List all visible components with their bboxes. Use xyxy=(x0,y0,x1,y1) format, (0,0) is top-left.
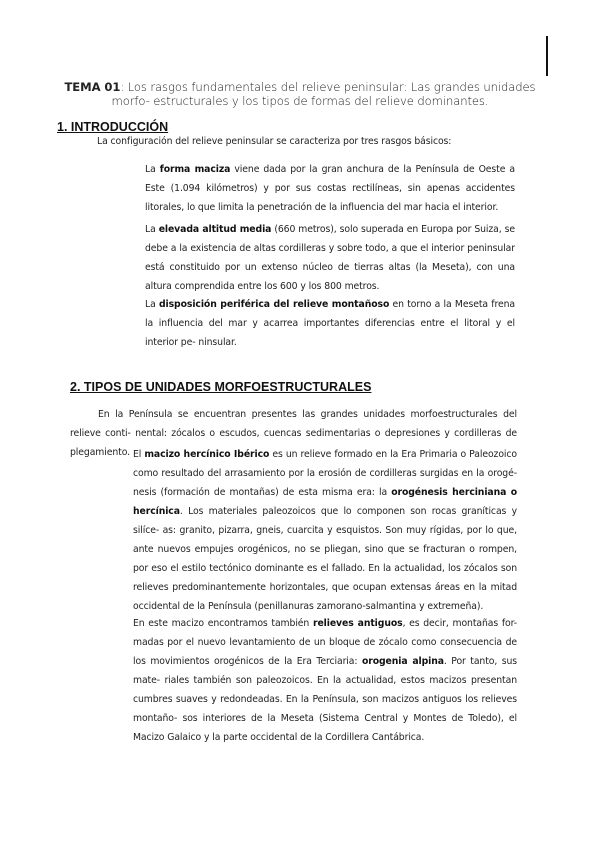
relieves-antiguos-paragraph: En este macizo encontramos también relieves antiguos, es decir, montañas for- madas por el nuevo levantamiento de un bloque de zócalo como consecuencia de los movimientos orogénicos de la Era Terciaria: orogenia alpina. Por tanto, sus mate- riales también son paleozoicos. En la actualidad, estos macizos presentan cumbres suaves y redondeadas. En la Península, son macizos antiguos los relieves montaño- sos interiores de la Meseta (Sistema Central y Montes de Toledo), el Macizo Galaico y la parte occidental de la Cordillera Cantábrica. xyxy=(133,618,517,743)
title-label: TEMA 01 xyxy=(64,80,121,94)
feature-paragraph-altitud: La elevada altitud media (660 metros), solo superada en Europa por Suiza, se debe a la existencia de altas cordilleras y sobre todo, a que el interior peninsular está constituido por un extenso núcleo de tierras altas (la Meseta), con una altura comprendida entre los 600 y los 800 metros. xyxy=(145,224,515,292)
intro-paragraph: La configuración del relieve peninsular se caracteriza por tres rasgos básicos: xyxy=(97,136,452,147)
document-title xyxy=(50,80,550,108)
title-text: : Los rasgos fundamentales del relieve peninsular: Las grandes unidades morfo- estructurales y los tipos de formas del relieve dominantes. xyxy=(111,80,536,108)
section-heading-tipos: 2. TIPOS DE UNIDADES MORFOESTRUCTURALES xyxy=(70,380,372,394)
text-cursor-bar xyxy=(546,36,548,76)
macizo-paragraph: El macizo hercínico Ibérico es un relieve formado en la Era Primaria o Paleozoico como resultado del arrasamiento por la erosión de cordilleras surgidas en la orogé- nesis (formación de montañas) de esta misma era: la orogénesis herciniana o hercínica. Los materiales paleozoicos que lo componen son rocas graníticas y silíce- as: granito, pizarra, gneis, cuarcita y esquistos. Son muy rígidas, por lo que, ante nuevos empujes orogénicos, no se pliegan, sino que se fracturan o rompen, por eso el estilo tectónico dominante es el fallado. En la actualidad, los zócalos son relieves predominantemente horizontales, que ocupan extensas áreas en la mitad occidental de la Península (penillanuras zamorano-salmantina y extremeña). xyxy=(133,449,517,612)
feature-paragraph-forma: La forma maciza viene dada por la gran anchura de la Península de Oeste a Este (1.094 kilómetros) y por sus costas rectilíneas, sin apenas accidentes litorales, lo que limita la penetración de la influencia del mar hacia el interior. xyxy=(145,164,515,213)
section-heading-introduccion: 1. INTRODUCCIÓN xyxy=(57,120,169,134)
feature-paragraph-disposicion: La disposición periférica del relieve montañoso en torno a la Meseta frena la influencia del mar y acarrea importantes diferencias entre el litoral y el interior pe- ninsular. xyxy=(145,299,515,348)
section2-intro-paragraph: En la Península se encuentran presentes las grandes unidades morfoestructurales del relieve conti- nental: zócalos o escudos, cuencas sedimentarias o depresiones y cordilleras de plegamiento. xyxy=(70,409,517,458)
